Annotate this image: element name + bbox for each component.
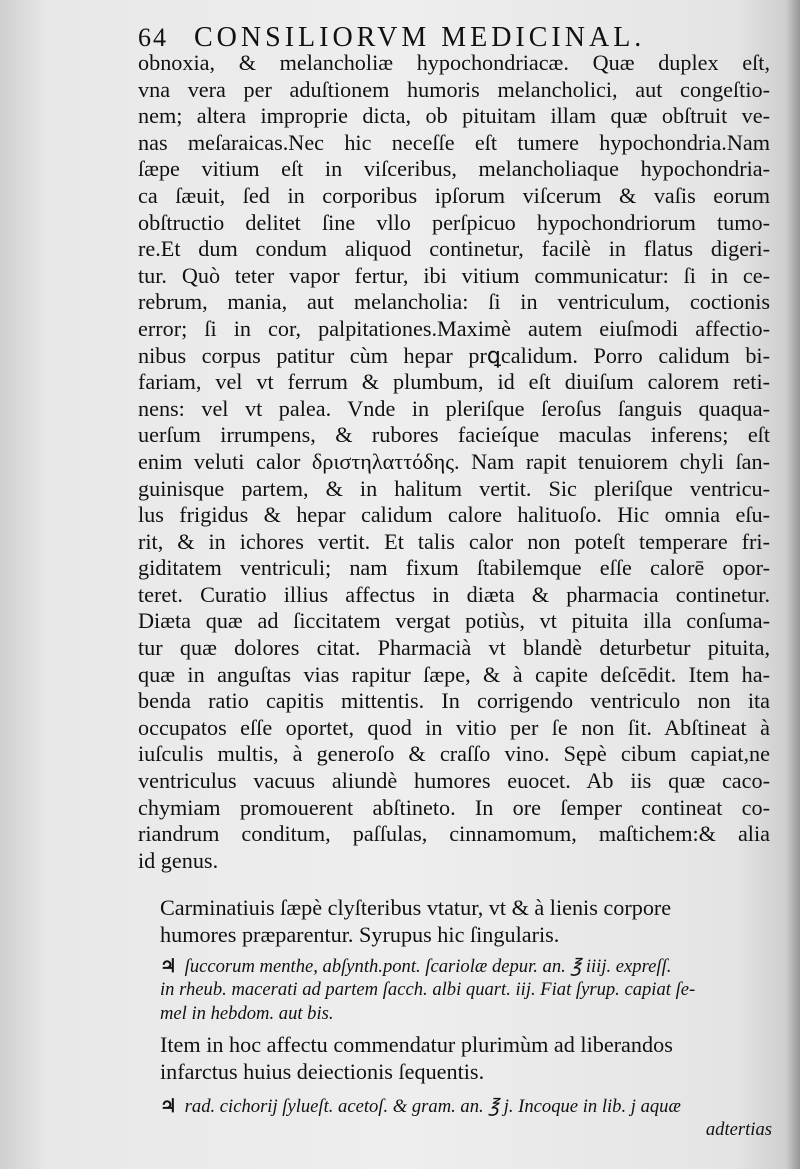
main-text-block [138,50,770,874]
text-line: Item in hoc affectu commendatur plurimùm ad liberandos [160,1032,673,1057]
text-line: riandrum conditum, paſſulas, cinnamomum, maſtichem:& alia [138,821,770,847]
text-line: enim veluti calor δριστηλαττόδης. Nam rapit tenuiorem chyli ſan- [138,448,770,474]
text-line: giditatem ventriculi; nam fixum ſtabilemque eſſe calorē opor- [138,555,770,581]
text-line: nem; altera improprie dicta, ob pituitam illam quæ obſtruit ve- [138,103,770,129]
text-line: benda ratio capitis mittentis. In corrigendo ventriculo non ita [138,688,770,714]
text-line: infarctus huius deiectionis ſequentis. [160,1058,485,1084]
text-line: occupatos eſſe oportet, quod in vitio per ſe non ſit. Abſtineat à [138,714,770,740]
text-line: obſtructio delitet ſine vllo perſpicuo hypochondriorum tumo- [138,209,770,235]
text-line: error; ſi in cor, palpitationes.Maximè autem eiuſmodi affectio- [138,315,770,341]
text-line: id genus. [138,847,219,873]
text-line: rit, & in ichores vertit. Et talis calor non poteſt temperare fri- [138,528,770,554]
recipe-line [160,1095,792,1118]
running-title: CONSILIORVM MEDICINAL. [194,22,646,53]
recipe-line-text: rad. cichorij ſylueſt. acetoſ. & gram. an. ℥ j. Incoque in lib. j aquæ [184,1096,681,1117]
recipe-line-text: ſuccorum menthe, abſynth.pont. ſcariolæ depur. an. ℥ iiij. expreſſ. [184,956,672,977]
page-number: 64 [138,23,168,52]
recipe-line: adtertias [705,1119,772,1141]
text-line: quæ in anguſtas vias rapitur ſæpe, & à capite deſcēdit. Item ha- [138,661,770,687]
text-line: rebrum, mania, aut melancholia: ſi in ventriculum, coctionis [138,289,770,315]
page-edge-shadow [786,0,800,1169]
text-line: nibus corpus patitur cùm hepar prꝗcalidum. Porro calidum bi- [138,342,770,368]
text-line: Carminatiuis ſæpè clyſteribus vtatur, vt & à lienis corpore [160,895,672,920]
item-paragraph [160,1032,790,1085]
text-line: guinisque partem, & in halitum vertit. Sic pleriſque ventricu- [138,475,770,501]
recipe-symbol-icon: ♃ [160,956,177,977]
recipe-symbol-icon: ♃ [160,1096,177,1117]
recipe-line: in rheub. macerati ad partem ſacch. albi quart. iij. Fiat ſyrup. capiat ſe- [160,979,696,1001]
recipe-decoction [160,1095,792,1142]
text-line: uerſum irrumpens, & rubores facieíque maculas inferens; eſt [138,422,770,448]
text-line: fariam, vel vt ferrum & plumbum, id eſt diuiſum calorem reti- [138,369,770,395]
text-line: nas meſaraicas.Nec hic neceſſe eſt tumere hypochondria.Nam [138,129,770,155]
recipe-line [160,955,792,978]
text-line: Diæta quæ ad ſiccitatem vergat potiùs, vt pituita illa conſuma- [138,608,770,634]
text-line: obnoxia, & melancholiæ hypochondriacæ. Quæ duplex eſt, [138,50,770,75]
text-line: tur. Quò teter vapor fertur, ibi vitium communicatur: ſi in ce- [138,262,770,288]
text-line: tur quæ dolores citat. Pharmacià vt blandè deturbetur pituita, [138,635,770,661]
text-line: nens: vel vt palea. Vnde in pleriſque ſeroſus ſanguis quaqua- [138,395,770,421]
text-line: lus frigidus & hepar calidum calore halituoſo. Hic omnia eſu- [138,502,770,528]
text-line: humores præparentur. Syrupus hic ſingularis. [160,921,560,947]
text-line: iuſculis multis, à generoſo & craſſo vino. Sępè cibum capiat,ne [138,741,770,767]
text-line: ca ſæuit, ſed in corporibus ipſorum viſcerum & vaſis eorum [138,182,770,208]
text-line: vna vera per aduſtionem humoris melancholici, aut congeſtio- [138,76,770,102]
recipe-line: mel in hebdom. aut bis. [160,1002,334,1024]
text-line: ventriculus vacuus aliundè humores euocet. Ab iis quæ caco- [138,768,770,794]
text-line: teret. Curatio illius affectus in diæta & pharmacia continetur. [138,581,770,607]
carminatiuis-paragraph [160,895,780,948]
text-line: chymiam promouerent abſtineto. In ore ſemper contineat co- [138,794,770,820]
text-line: re.Et dum condum aliquod continetur, facilè in flatus digeri- [138,236,770,262]
text-line: ſæpe vitium eſt in viſceribus, melancholiaque hypochondria- [138,156,770,182]
recipe-syrup [160,955,792,1025]
